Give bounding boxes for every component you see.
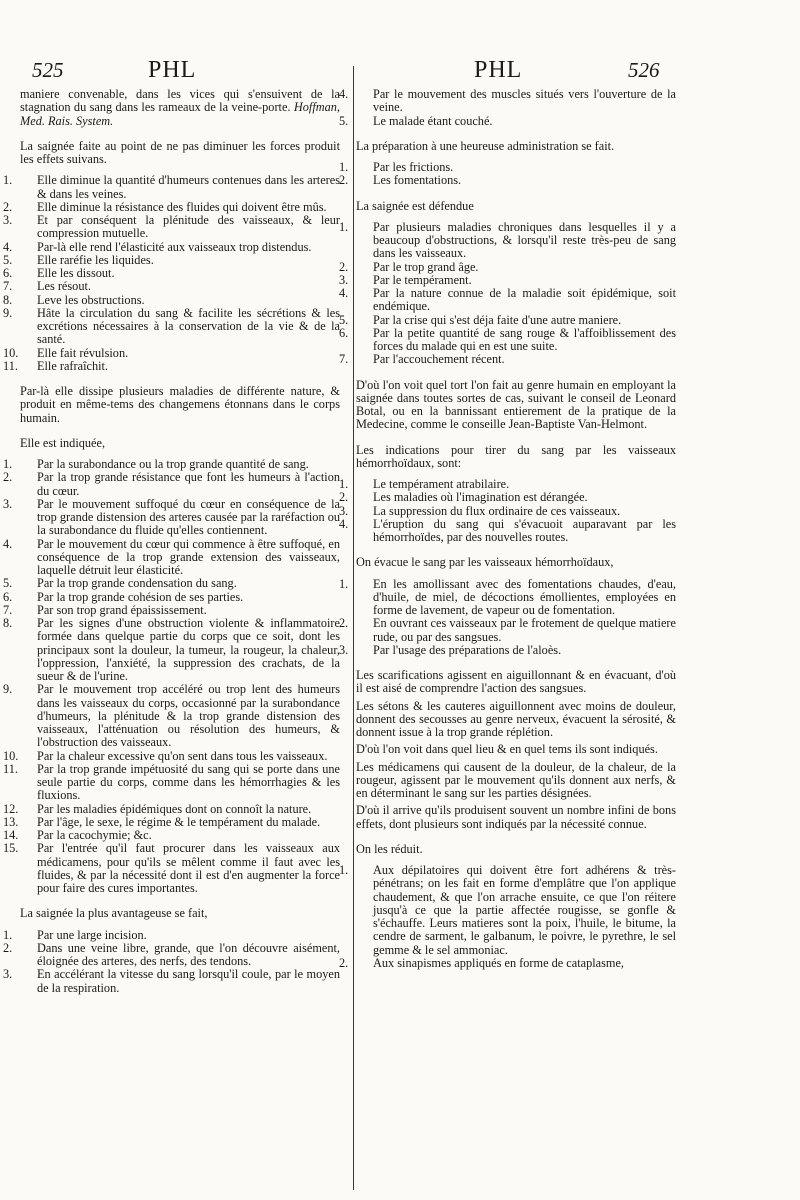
list-item [3, 967, 340, 995]
list-item-text: Par le mouvement des muscles situés vers l'ouverture de la veine. [373, 87, 676, 115]
forbid-list [339, 219, 676, 367]
list-item [339, 477, 676, 491]
list-item-number: 5. [339, 312, 349, 327]
hemo-heading: Les indications pour tirer du sang par les vaisseaux hémorrhoïdaux, sont: [356, 442, 676, 470]
list-item-text: Par la petite quantité de sang rouge & l'affoiblissement des forces du malade qui en est une suite. [373, 325, 676, 353]
reduit-heading: On les réduit. [356, 841, 423, 856]
list-item [339, 352, 676, 367]
list-item-number: 7. [339, 352, 349, 367]
list-item-text: Par le mouvement trop accéléré ou trop lent des humeurs dans les vaisseaux du corps, occasionné par la surabondance d'humeurs, la plénitude & la trop grande distension des vaisseaux, l'atténuation ou résolution des humeurs, & l'obstruction des vaisseaux. [37, 682, 340, 750]
section3-heading: La saignée la plus avantageuse se fait, [20, 906, 208, 921]
list-item-text: Elle rafraîchit. [37, 358, 109, 373]
list-item-number: 5. [3, 252, 13, 267]
list-item-number: 3. [339, 642, 349, 657]
list-item [3, 239, 340, 254]
list-item [3, 358, 340, 373]
list-item-number: 8. [3, 292, 13, 307]
evac-heading: On évacue le sang par les vaisseaux hémorrhoïdaux, [356, 555, 614, 570]
evac-list [339, 576, 676, 658]
list-item-text: Elle raréfie les liquides. [37, 252, 154, 267]
list-item [3, 266, 340, 280]
para-tort: D'où l'on voit quel tort l'on fait au genre humain en employant la saignée dans toutes sortes de cas, suivant le conseil de Leonard Botal, ou en la bannissant entierement de la pratique de la Medecine, comme le conseille Jean-Baptiste Van-Helmont. [356, 377, 676, 432]
list-item [3, 496, 340, 538]
list-item [339, 576, 676, 618]
list-item [3, 213, 340, 241]
list-item [3, 682, 340, 750]
list-item-number: 2. [339, 259, 349, 274]
section1-list [3, 173, 340, 373]
list-item-number: 2. [339, 616, 349, 631]
list-item [3, 536, 340, 578]
list-item [3, 761, 340, 803]
list-item-number: 11. [3, 761, 18, 776]
section2-heading: Elle est indiquée, [20, 435, 106, 450]
list-item-number: 5. [339, 113, 349, 128]
list-item [339, 87, 676, 115]
list-item [339, 113, 676, 128]
list-item [3, 470, 340, 498]
list-item-text: Par le mouvement du cœur qui commence à être suffoqué, en conséquence de la trop grande extension des vaisseaux, laquelle détruit leur élasticité. [37, 536, 340, 577]
hemo-list [339, 477, 676, 544]
list-item-number: 9. [3, 682, 13, 697]
forbid-heading: La saignée est défendue [356, 198, 474, 213]
list-item [339, 272, 676, 287]
list-item-text: Par la nature connue de la maladie soit épidémique, soit endémique. [373, 286, 676, 314]
list-item-text: Par le mouvement suffoqué du cœur en conséquence de la trop grande distension des arteres causée par la raréfaction ou la surabondance du fluide qu'elles contiennent. [37, 496, 340, 538]
list-item-text: Elle diminue la quantité d'humeurs contenues dans les arteres & dans les veines. [37, 173, 340, 201]
list-item [339, 516, 676, 545]
prep-list [339, 160, 676, 188]
left-column [3, 87, 340, 995]
list-item-text: Par son trop grand épaississement. [37, 602, 207, 617]
list-item [3, 589, 340, 604]
list-item-text: Par l'âge, le sexe, le régime & le tempérament du malade. [37, 814, 321, 829]
right-column [339, 87, 676, 970]
list-item-number: 5. [3, 576, 13, 591]
list-item-number: 11. [3, 358, 18, 373]
para-medicamens: Les médicamens qui causent de la douleur, de la chaleur, de la rougeur, agissent par le mouvement qu'ils donnent aux nerfs, & en déterminant le sang sur les parties désignées. [356, 759, 676, 800]
list-item-text: Par l'entrée qu'il faut procurer dans les vaisseaux aux médicamens, pour qu'ils se mêlent comme il faut avec les fluides, & par la nécessité dont il est d'en augmenter la force pour faire des cures importantes. [37, 841, 340, 895]
list-item-number: 3. [339, 503, 349, 518]
list-item [339, 616, 676, 644]
list-item [339, 955, 676, 970]
list-item-number: 6. [339, 325, 349, 340]
list-item [339, 219, 676, 261]
list-item [3, 305, 340, 347]
list-item-text: Par le tempérament. [373, 272, 472, 287]
list-item [339, 173, 676, 188]
list-item-number: 14. [3, 828, 19, 842]
list-item-text: Par la surabondance ou la trop grande quantité de sang. [37, 457, 309, 471]
list-item-number: 1. [339, 160, 349, 174]
list-item-text: Les maladies où l'imagination est dérangée. [373, 490, 588, 505]
continued-list [339, 87, 676, 128]
list-item-number: 13. [3, 814, 19, 829]
list-item-text: En accélérant la vitesse du sang lorsqu'il coule, par le moyen de la respiration. [37, 967, 340, 995]
list-item-text: En ouvrant ces vaisseaux par le frotement de quelque matiere rude, ou par des sangsues. [373, 616, 676, 644]
list-item [3, 345, 340, 360]
left-page-number: 525 [32, 58, 64, 82]
list-item-number: 3. [3, 213, 13, 227]
list-item-text: Le malade étant couché. [373, 113, 493, 128]
list-item-text: Par la trop grande résistance que font les humeurs à l'action du cœur. [37, 470, 340, 498]
list-item-text: Par-là elle rend l'élasticité aux vaisseaux trop distendus. [37, 239, 312, 254]
list-item [3, 927, 340, 942]
section3-list [3, 927, 340, 995]
intro-text: maniere convenable, dans les vices qui s'ensuivent de la stagnation du sang dans les rameaux de la veine-porte. [20, 87, 340, 115]
list-item-number: 6. [3, 266, 13, 280]
list-item-number: 1. [3, 927, 13, 942]
section1-closing: Par-là elle dissipe plusieurs maladies de différente nature, & produit en même-tems des changemens étonnans dans le corps humain. [20, 384, 340, 425]
list-item-number: 1. [3, 457, 13, 471]
list-item [3, 602, 340, 617]
list-item-text: Le tempérament atrabilaire. [373, 477, 510, 491]
list-item-number: 15. [3, 841, 19, 856]
list-item-number: 7. [3, 279, 13, 294]
para-arrive: D'où il arrive qu'ils produisent souvent un nombre infini de bons effets, dont plusieurs sont indiqués par la nécessité connue. [356, 803, 676, 831]
list-item-text: Par les maladies épidémiques dont on connoît la nature. [37, 801, 312, 816]
list-item-text: Elle diminue la résistance des fluides qui doivent être mûs. [37, 199, 327, 214]
list-item-number: 6. [3, 589, 13, 604]
list-item-number: 1. [339, 576, 349, 591]
list-item-text: Elle les dissout. [37, 266, 115, 280]
list-item-number: 2. [3, 199, 13, 214]
para-lieu: D'où l'on voit dans quel lieu & en quel tems ils sont indiqués. [356, 742, 658, 757]
list-item-number: 2. [3, 470, 13, 485]
list-item [3, 576, 340, 591]
list-item-text: Par la trop grande cohésion de ses parties. [37, 589, 244, 604]
list-item-text: Par la trop grande impétuosité du sang qui se porte dans une seule partie du corps, comme dans les hémorrhagies & les fluxions. [37, 761, 340, 803]
list-item-number: 1. [339, 477, 349, 491]
right-page-number: 526 [628, 58, 660, 82]
right-running-head: PHL [474, 57, 523, 83]
list-item-number: 8. [3, 616, 13, 630]
list-item-text: Aux dépilatoires qui doivent être fort adhérens & très-pénétrans; on les fait en forme d'emplâtre que l'on applique chaudement, & que l'on arrache ensuite, ce que l'on réitere jusqu'à ce que la partie affectée rougisse, se gonfle & s'échauffe. Leurs matieres sont la poix, l'huile, le bitume, la cendre de sarment, le galbanum, le poivre, le pyrethre, le sel gemme & le sel ammoniac. [373, 863, 676, 957]
list-item-text: Hâte la circulation du sang & facilite les sécrétions & les excrétions nécessaires à la conservation de la vie & de la santé. [37, 305, 340, 347]
list-item-number: 1. [3, 173, 13, 188]
list-item [3, 292, 340, 307]
list-item [3, 748, 340, 763]
column-divider [353, 66, 354, 1190]
list-item-text: Aux sinapismes appliqués en forme de cataplasme, [373, 955, 624, 970]
para-setons: Les sétons & les cauteres aiguillonnent avec moins de douleur, donnent des secousses au genre nerveux, évacuent la sérosité, & donnent issue à la trop grande réplétion. [356, 698, 676, 739]
intro-citation: Hoffman, Med. Rais. System. [20, 100, 340, 128]
list-item-text: Par l'usage des préparations de l'aloès. [373, 642, 562, 657]
list-item-text: Par le trop grand âge. [373, 259, 479, 274]
list-item [339, 286, 676, 314]
list-item-number: 3. [339, 272, 349, 287]
list-item-number: 3. [3, 496, 13, 511]
list-item-number: 2. [3, 940, 13, 955]
para-scarifications: Les scarifications agissent en aiguillonnant & en évacuant, d'où il est aisé de comprendre l'action des sangsues. [356, 668, 676, 696]
list-item [339, 503, 676, 518]
left-running-head: PHL [148, 57, 197, 83]
list-item-text: Par la trop grande condensation du sang. [37, 576, 237, 591]
list-item [339, 490, 676, 505]
list-item-number: 4. [3, 536, 13, 551]
list-item [3, 841, 340, 895]
list-item-text: Par plusieurs maladies chroniques dans lesquelles il y a beaucoup d'obstructions, & lorsqu'il reste très-peu de sang dans les vaisseaux. [373, 219, 676, 261]
list-item-text: Les résout. [37, 279, 91, 294]
list-item-number: 4. [3, 239, 13, 254]
list-item [3, 173, 340, 201]
list-item-number: 12. [3, 801, 19, 816]
reduit-list [339, 863, 676, 970]
list-item [3, 940, 340, 969]
list-item-text: Dans une veine libre, grande, que l'on découvre aisément, éloignée des arteres, des nerfs, des tendons. [37, 940, 340, 968]
list-item-text: Les fomentations. [373, 173, 462, 188]
list-item [3, 457, 340, 471]
list-item [3, 279, 340, 294]
list-item-number: 1. [339, 219, 349, 234]
section1-heading: La saignée faite au point de ne pas diminuer les forces produit les effets suivans. [20, 138, 340, 166]
prep-heading: La préparation à une heureuse administration se fait. [356, 138, 615, 153]
list-item-text: Par la chaleur excessive qu'on sent dans tous les vaisseaux. [37, 748, 328, 763]
list-item [3, 814, 340, 829]
list-item-number: 2. [339, 173, 349, 188]
list-item-number: 9. [3, 305, 13, 320]
list-item-number: 4. [339, 516, 349, 531]
list-item-text: Elle fait révulsion. [37, 345, 129, 360]
list-item [3, 199, 340, 214]
list-item-text: Par la crise qui s'est déja faite d'une autre maniere. [373, 312, 622, 327]
list-item-number: 4. [339, 87, 349, 101]
list-item-number: 7. [3, 602, 13, 617]
list-item-text: Et par conséquent la plénitude des vaisseaux, & leur compression mutuelle. [37, 213, 340, 241]
list-item [3, 252, 340, 267]
list-item-number: 2. [339, 955, 349, 970]
list-item [3, 616, 340, 683]
list-item [339, 325, 676, 354]
list-item-text: Leve les obstructions. [37, 292, 145, 307]
list-item-text: Par l'accouchement récent. [373, 352, 505, 367]
list-item [339, 312, 676, 327]
section2-list [3, 457, 340, 895]
list-item-text: Par les signes d'une obstruction violente & inflammatoire formée dans quelque partie du corps que ce soit, dont les principaux sont la douleur, la tumeur, la rougeur, la chaleur, l'oppression, l'anxiété, la suppression des crachats, de la sueur & de l'urine. [37, 616, 340, 683]
list-item-text: La suppression du flux ordinaire de ces vaisseaux. [373, 503, 621, 518]
list-item [339, 642, 676, 657]
list-item [3, 828, 340, 842]
intro-paragraph [20, 88, 340, 128]
list-item-number: 10. [3, 748, 19, 763]
list-item-text: L'éruption du sang qui s'évacuoit auparavant par les hémorrhoïdes, par des nouvelles routes. [373, 516, 676, 544]
list-item-number: 10. [3, 345, 19, 360]
list-item [339, 863, 676, 957]
list-item-text: Par une large incision. [37, 927, 147, 942]
list-item-number: 4. [339, 286, 349, 300]
list-item-text: Par la cacochymie; &c. [37, 828, 152, 842]
list-item [3, 801, 340, 816]
list-item-text: En les amollissant avec des fomentations chaudes, d'eau, d'huile, de miel, de décoctions émollientes, employées en forme de lavement, de vapeur ou de fomentation. [373, 576, 676, 617]
list-item-number: 3. [3, 967, 13, 982]
list-item-text: Par les frictions. [373, 160, 454, 174]
list-item-number: 1. [339, 863, 349, 877]
list-item [339, 259, 676, 274]
list-item [339, 160, 676, 174]
list-item-number: 2. [339, 490, 349, 505]
